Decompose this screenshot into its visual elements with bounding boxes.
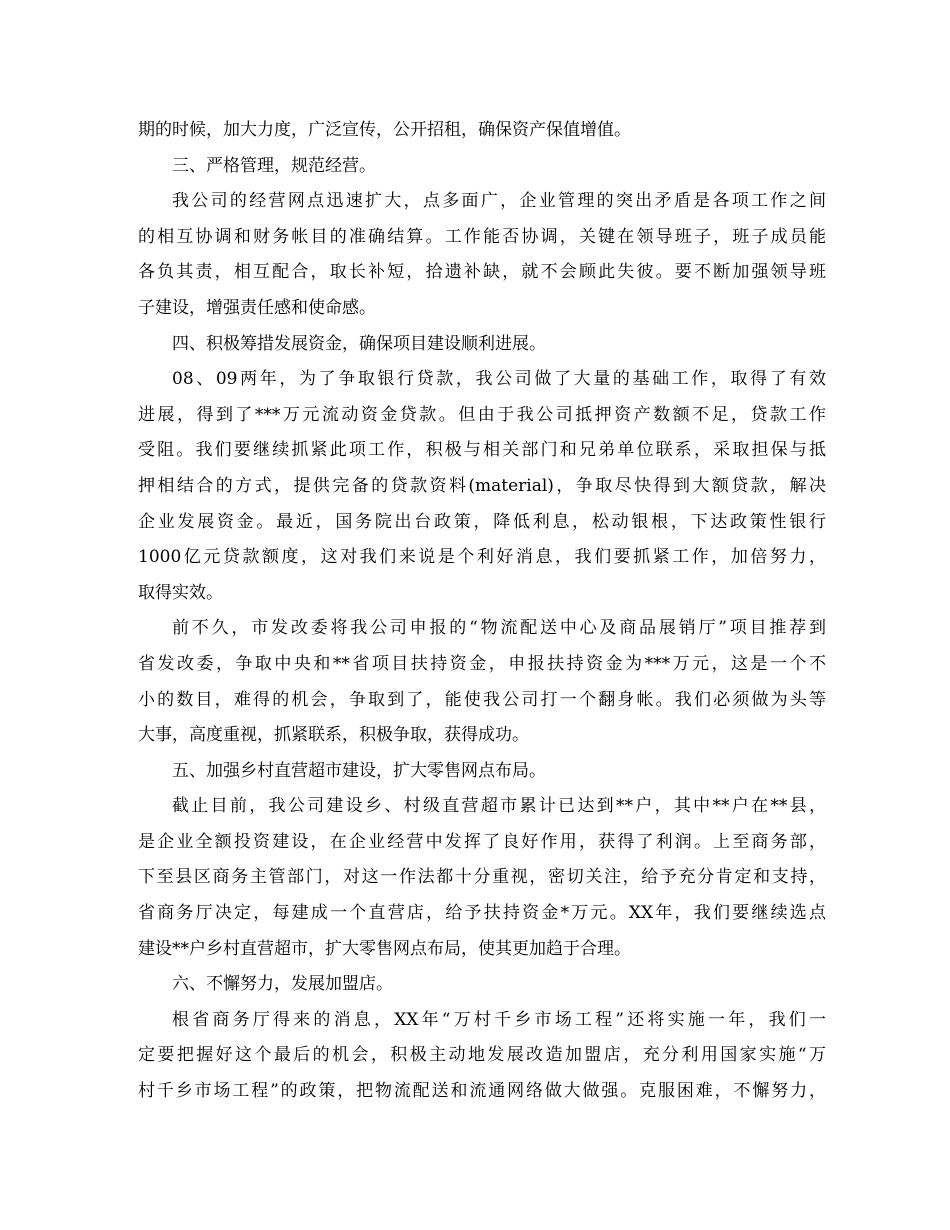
paragraph-line: 1000亿元贷款额度，这对我们来说是个利好消息，我们要抓紧工作，加倍努力， (138, 547, 826, 568)
paragraph-line: 我公司的经营网点迅速扩大，点多面广，企业管理的突出矛盾是各项工作之间 (172, 191, 826, 212)
paragraph-line: 08、09两年，为了争取银行贷款，我公司做了大量的基础工作，取得了有效 (172, 369, 826, 390)
paragraph-line: 省商务厅决定，每建成一个直营店，给予扶持资金*万元。XX年，我们要继续选点 (138, 903, 826, 924)
paragraph-line: 受阻。我们要继续抓紧此项工作，积极与相关部门和兄弟单位联系，采取担保与抵 (138, 440, 826, 461)
paragraph-line: 定要把握好这个最后的机会，积极主动地发展改造加盟店，充分利用国家实施“万 (138, 1045, 826, 1066)
paragraph-line: 期的时候，加大力度，广泛宣传，公开招租，确保资产保值增值。 (138, 120, 631, 140)
paragraph-line: 建设**户乡村直营超市，扩大零售网点布局，使其更加趋于合理。 (138, 938, 631, 959)
section-heading: 五、加强乡村直营超市建设，扩大零售网点布局。 (172, 760, 546, 781)
section-heading: 四、积极筹措发展资金，确保项目建设顺利进展。 (172, 333, 546, 354)
paragraph-line: 取得实效。 (138, 582, 223, 603)
paragraph-line: 村千乡市场工程”的政策，把物流配送和流通网络做大做强。克服困难，不懈努力， (138, 1081, 826, 1102)
paragraph-line: 前不久，市发改委将我公司申报的“物流配送中心及商品展销厅”项目推荐到 (172, 618, 826, 639)
section-heading: 六、不懈努力，发展加盟店。 (172, 974, 393, 995)
paragraph-line: 下至县区商务主管部门，对这一作法都十分重视，密切关注，给予充分肯定和支持， (138, 867, 826, 888)
paragraph-line: 大事，高度重视，抓紧联系，积极争取，获得成功。 (138, 725, 529, 746)
paragraph-line: 各负其责，相互配合，取长补短，拾遗补缺，就不会顾此失彼。要不断加强领导班 (138, 262, 826, 283)
paragraph-line: 押相结合的方式，提供完备的贷款资料(material)，争取尽快得到大额贷款，解决 (138, 475, 826, 496)
paragraph-line: 小的数目，难得的机会，争取到了，能使我公司打一个翻身帐。我们必须做为头等 (138, 689, 826, 710)
paragraph-line: 的相互协调和财务帐目的准确结算。工作能否协调，关键在领导班子，班子成员能 (138, 226, 826, 247)
document-page (138, 113, 826, 1110)
paragraph-line: 是企业全额投资建设，在企业经营中发挥了良好作用，获得了利润。上至商务部， (138, 831, 826, 852)
paragraph-line: 企业发展资金。最近，国务院出台政策，降低利息，松动银根，下达政策性银行 (138, 511, 826, 532)
paragraph-line: 截止目前，我公司建设乡、村级直营超市累计已达到**户，其中**户在**县， (172, 796, 826, 817)
paragraph-line: 子建设，增强责任感和使命感。 (138, 297, 376, 318)
paragraph-line: 省发改委，争取中央和**省项目扶持资金，申报扶持资金为***万元，这是一个不 (138, 653, 826, 674)
section-heading: 三、严格管理，规范经营。 (172, 155, 376, 176)
paragraph-line: 根省商务厅得来的消息，XX年“万村千乡市场工程”还将实施一年，我们一 (172, 1009, 826, 1030)
paragraph-line: 进展，得到了***万元流动资金贷款。但由于我公司抵押资产数额不足，贷款工作 (138, 404, 826, 425)
